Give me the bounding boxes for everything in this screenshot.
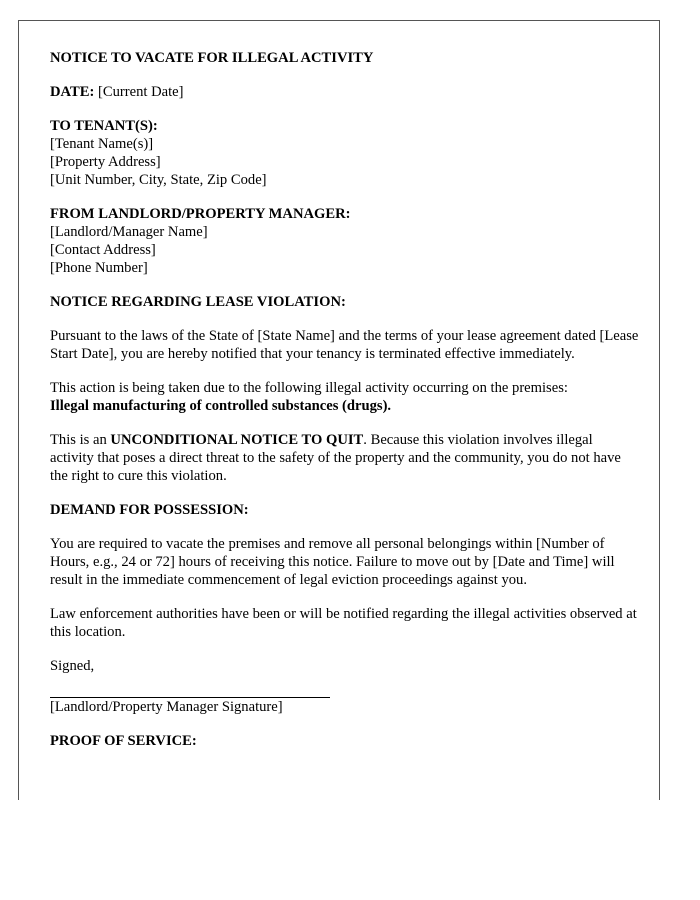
document-title: NOTICE TO VACATE FOR ILLEGAL ACTIVITY	[50, 50, 374, 66]
from-landlord-heading: FROM LANDLORD/PROPERTY MANAGER:	[50, 206, 351, 222]
tenant-name: [Tenant Name(s)]	[50, 136, 154, 152]
notice-post: . Because this violation involves illegal activity that poses a direct threat to the safety of the property and the community, you do not have the right to cure this violation.	[50, 432, 621, 484]
to-tenant-heading: TO TENANT(S):	[50, 118, 158, 134]
signature-label: [Landlord/Property Manager Signature]	[50, 699, 283, 715]
signed-line: Signed,	[50, 658, 95, 674]
violation-heading: NOTICE REGARDING LEASE VIOLATION:	[50, 294, 346, 310]
activity-intro: This action is being taken due to the following illegal activity occurring on the premises:	[50, 380, 568, 396]
violation-heading-block	[50, 293, 640, 311]
notice-pre: This is an	[50, 432, 111, 448]
signature-space	[50, 675, 640, 697]
landlord-name: [Landlord/Manager Name]	[50, 224, 208, 240]
possession-heading-block	[50, 501, 640, 519]
date-label: DATE:	[50, 84, 95, 100]
date-value: [Current Date]	[97, 84, 184, 100]
proof-of-service-block	[50, 732, 640, 750]
violation-paragraph-3	[50, 431, 640, 485]
document-page	[18, 20, 660, 800]
unconditional-notice: UNCONDITIONAL NOTICE TO QUIT	[110, 432, 364, 448]
document-body	[50, 49, 640, 766]
contact-address: [Contact Address]	[50, 242, 156, 258]
possession-paragraph-1: You are required to vacate the premises and remove all personal belongings within [Number of Hours, e.g., 24 or 72] hours of receiving this notice. Failure to move out by [Date and Time] will result in the immediate commencement of legal eviction proceedings against you.	[50, 536, 615, 588]
possession-paragraph-2: Law enforcement authorities have been or will be notified regarding the illegal activities observed at this location.	[50, 606, 637, 640]
date-line	[50, 83, 640, 101]
violation-paragraph-1: Pursuant to the laws of the State of [State Name] and the terms of your lease agreement dated [Lease Start Date], you are hereby notified that your tenancy is terminated effective immediately.	[50, 328, 639, 362]
phone-number: [Phone Number]	[50, 260, 148, 276]
to-tenant-section	[50, 117, 640, 189]
proof-of-service-heading: PROOF OF SERVICE:	[50, 733, 197, 749]
property-address: [Property Address]	[50, 154, 161, 170]
from-landlord-section	[50, 205, 640, 277]
unit-city-state-zip: [Unit Number, City, State, Zip Code]	[50, 172, 267, 188]
possession-heading: DEMAND FOR POSSESSION:	[50, 502, 249, 518]
violation-paragraph-2	[50, 379, 640, 415]
illegal-activity: Illegal manufacturing of controlled substances (drugs).	[50, 398, 392, 414]
